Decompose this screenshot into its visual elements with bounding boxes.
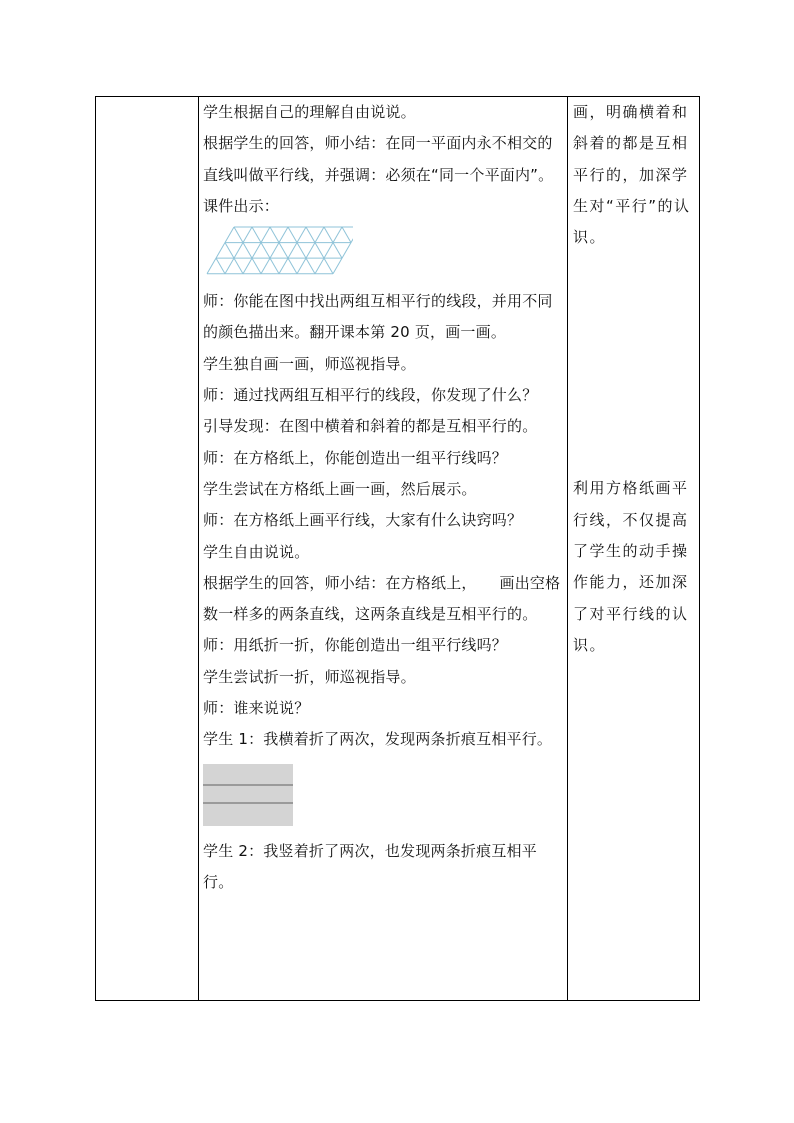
note-paragraph: 利用方格纸画平行线，不仅提高了学生的动手操作能力，还加深了对平行线的认识。 bbox=[573, 479, 689, 654]
paragraph: 学生 1：我横着折了两次，发现两条折痕互相平行。 bbox=[203, 730, 553, 749]
note-paragraph: 画，明确横着和斜着的都是互相平行的，加深学生对“平行”的认识。 bbox=[573, 103, 691, 247]
paragraph: 师：用纸折一折，你能创造出一组平行线吗？ bbox=[203, 636, 508, 655]
paragraph: 师：谁来说说？ bbox=[203, 699, 310, 718]
paragraph: 学生独自画一画，师巡视指导。 bbox=[203, 354, 416, 373]
paragraph: 学生尝试在方格纸上画一画，然后展示。 bbox=[203, 479, 477, 498]
folded-paper-figure bbox=[203, 764, 293, 826]
paragraph: 学生尝试折一折，师巡视指导。 bbox=[203, 667, 416, 686]
paragraph: 师：在方格纸上，你能创造出一组平行线吗？ bbox=[203, 448, 508, 467]
paragraph: 根据学生的回答，师小结：在同一平面内永不相交的直线叫做平行线，并强调：必须在“同一个平面内”。 bbox=[203, 134, 554, 184]
paragraph: 学生 2：我竖着折了两次，也发现两条折痕互相平行。 bbox=[203, 841, 537, 891]
paragraph: 师：你能在图中找出两组互相平行的线段，并用不同的颜色描出来。翻开课本第 20 页，画一画。 bbox=[203, 292, 553, 342]
grid-line bbox=[333, 227, 353, 274]
paragraph: 引导发现：在图中横着和斜着的都是互相平行的。 bbox=[203, 417, 538, 436]
triangle-grid-figure bbox=[205, 226, 353, 284]
paragraph: 学生自由说说。 bbox=[203, 542, 310, 561]
design-intent-column bbox=[573, 97, 693, 661]
grid-line bbox=[216, 258, 225, 274]
paragraph: 学生根据自己的理解自由说说。 bbox=[203, 103, 416, 121]
paragraph: 师：在方格纸上画平行线，大家有什么诀窍吗？ bbox=[203, 511, 523, 530]
grid-line bbox=[342, 227, 351, 243]
paragraph: 课件出示： bbox=[203, 196, 280, 215]
paragraph: 根据学生的回答，师小结：在方格纸上， 画出空格数一样多的两条直线，这两条直线是互相平行的。 bbox=[203, 573, 561, 624]
column-divider-2 bbox=[567, 97, 568, 1000]
paragraph: 师：通过找两组互相平行的线段，你发现了什么？ bbox=[203, 386, 538, 405]
lesson-table bbox=[95, 96, 700, 1001]
teaching-process-column bbox=[203, 97, 563, 898]
column-divider-1 bbox=[198, 97, 199, 1000]
note-spacer bbox=[573, 253, 693, 473]
